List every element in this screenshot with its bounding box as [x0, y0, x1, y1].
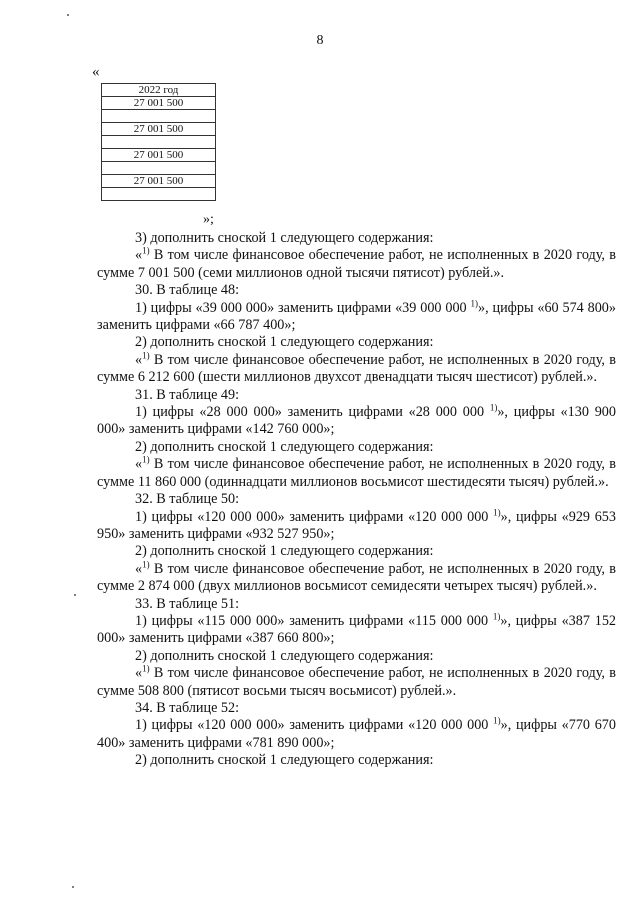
text-segment: 2) дополнить сноской 1 следующего содержания: — [135, 543, 434, 560]
amounts-table-body — [102, 84, 216, 201]
text-segment: « — [135, 351, 143, 368]
text-segment: « — [135, 560, 143, 577]
footnote-marker: 1) — [470, 297, 478, 308]
text-segment: В том числе финансовое обеспечение работ, не исполненных в 2020 году, в сумме 7 001 500 (семи миллионов одной тысячи пятисот) рублей.». — [97, 247, 616, 281]
paragraph — [97, 665, 616, 700]
text-segment: 30. В таблице 48: — [135, 282, 240, 299]
paragraph — [97, 752, 616, 769]
text-segment: 2) дополнить сноской 1 следующего содержания: — [135, 752, 434, 769]
table-cell: 27 001 500 — [102, 149, 216, 162]
text-segment: 31. В таблице 49: — [135, 386, 240, 403]
table-cell — [102, 188, 216, 201]
table-header-row — [102, 84, 216, 97]
paragraph — [97, 717, 616, 752]
table-cell: 27 001 500 — [102, 97, 216, 110]
paragraph — [97, 282, 616, 299]
table-cell: 27 001 500 — [102, 123, 216, 136]
table-cell: 27 001 500 — [102, 175, 216, 188]
footnote-marker: 1) — [142, 350, 150, 361]
paragraph — [97, 456, 616, 491]
text-segment: », цифры «387 152 000» заменить цифрами «387 660 800»; — [97, 612, 617, 647]
paragraph — [97, 700, 616, 717]
text-segment: 32. В таблице 50: — [135, 491, 240, 508]
table-cell — [102, 162, 216, 175]
text-segment: », цифры «770 670 400» заменить цифрами «781 890 000»; — [97, 717, 616, 751]
paragraph — [97, 543, 616, 560]
paragraph — [97, 230, 616, 247]
amounts-table — [101, 83, 216, 201]
document-body — [97, 230, 616, 770]
table-row — [102, 188, 216, 201]
paragraph — [97, 404, 616, 439]
table-row — [102, 123, 216, 136]
footnote-marker: 1) — [493, 506, 501, 517]
paragraph — [97, 596, 616, 613]
paragraph — [97, 247, 616, 282]
text-segment: « — [135, 665, 143, 682]
paragraph — [97, 439, 616, 456]
text-segment: « — [135, 456, 143, 473]
text-segment: », цифры «130 900 000» заменить цифрами «142 760 000»; — [97, 404, 616, 438]
scan-speck — [72, 886, 74, 888]
table-row — [102, 175, 216, 188]
text-segment: 34. В таблице 52: — [135, 699, 240, 716]
text-segment: 2) дополнить сноской 1 следующего содержания: — [135, 334, 434, 351]
text-segment: В том числе финансовое обеспечение работ, не исполненных в 2020 году, в сумме 6 212 600 (шести миллионов двухсот двенадцати тысяч шестисот) рублей.». — [97, 351, 616, 386]
table-row — [102, 97, 216, 110]
text-segment: « — [135, 247, 143, 264]
footnote-marker: 1) — [492, 611, 501, 622]
text-segment: 1) цифры «28 000 000» заменить цифрами «28 000 000 — [135, 404, 490, 421]
footnote-marker: 1) — [493, 715, 501, 726]
paragraph — [97, 613, 616, 648]
text-segment: 1) цифры «120 000 000» заменить цифрами «120 000 000 — [135, 717, 494, 734]
text-segment: 1) цифры «115 000 000» заменить цифрами «115 000 000 — [135, 612, 493, 629]
table-row — [102, 149, 216, 162]
text-segment: 3) дополнить сноской 1 следующего содержания: — [135, 230, 434, 246]
text-segment: В том числе финансовое обеспечение работ, не исполненных в 2020 году, в сумме 2 874 000 (двух миллионов восьмисот семидесяти четырех тысяч) рублей.». — [97, 560, 616, 595]
paragraph — [97, 334, 616, 351]
opening-quote-mark: « — [92, 64, 100, 80]
text-segment: 33. В таблице 51: — [135, 595, 240, 612]
text-segment: 2) дополнить сноской 1 следующего содержания: — [135, 438, 434, 455]
paragraph — [97, 491, 616, 508]
table-cell — [102, 110, 216, 123]
scan-speck — [67, 14, 69, 16]
footnote-marker: 1) — [142, 663, 150, 674]
paragraph — [97, 387, 616, 404]
text-segment: В том числе финансовое обеспечение работ, не исполненных в 2020 году, в сумме 11 860 000 (одиннадцати миллионов восьмисот шестидесяти тысяч) рублей.». — [97, 456, 616, 490]
footnote-marker: 1) — [142, 245, 150, 256]
text-segment: В том числе финансовое обеспечение работ, не исполненных в 2020 году, в сумме 508 800 (пятисот восьми тысяч восьмисот) рублей.». — [97, 665, 616, 699]
footnote-marker: 1) — [489, 402, 498, 413]
table-row — [102, 110, 216, 123]
page-number: 8 — [316, 33, 324, 48]
text-segment: 1) цифры «120 000 000» заменить цифрами «120 000 000 — [135, 508, 494, 525]
paragraph — [97, 648, 616, 665]
scan-speck — [74, 594, 76, 596]
text-segment: », цифры «60 574 800» заменить цифрами «66 787 400»; — [97, 299, 616, 334]
paragraph — [97, 352, 616, 387]
paragraph — [97, 558, 616, 596]
table-cell — [102, 136, 216, 149]
table-row — [102, 162, 216, 175]
text-segment: », цифры «929 653 950» заменить цифрами «932 527 950»; — [97, 508, 616, 542]
text-segment: 1) цифры «39 000 000» заменить цифрами «39 000 000 — [135, 299, 471, 316]
table-header-cell: 2022 год — [102, 84, 216, 97]
text-segment: 2) дополнить сноской 1 следующего содержания: — [135, 647, 434, 664]
table-row — [102, 136, 216, 149]
footnote-marker: 1) — [142, 454, 150, 465]
closing-quote-mark: »; — [203, 212, 214, 227]
paragraph — [97, 297, 616, 335]
paragraph — [97, 506, 616, 544]
footnote-marker: 1) — [142, 558, 150, 569]
